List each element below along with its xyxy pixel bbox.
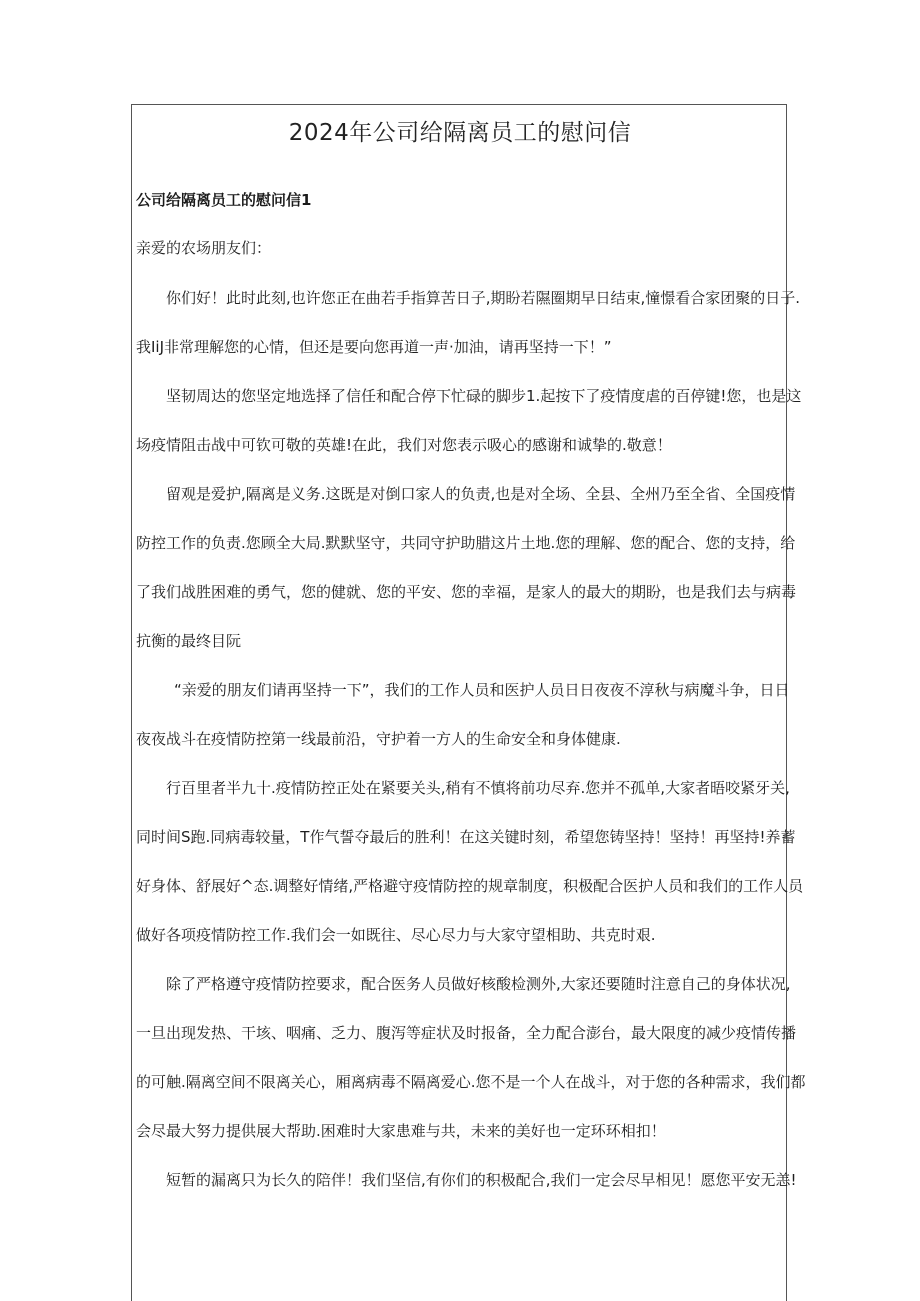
greeting: 亲爱的农场朋友们： [136, 239, 272, 257]
paragraph-line: 场疫情阻击战中可钦可敬的英雄!在此，我们对您表示吸心的感谢和诚挚的.敬意！ [136, 436, 672, 454]
paragraph-line: 了我们战胜困难的勇气，您的健就、您的平安、您的幸福，是家人的最大的期盼，也是我们去与病毒 [136, 583, 797, 601]
paragraph-line: 会尽最大努力提供展大帮助.困难时大家患难与共，未来的美好也一定环环相扣！ [136, 1122, 666, 1140]
paragraph-line: 做好各项疫情防控工作.我们会一如既往、尽心尽力与大家守望相助、共克时艰. [136, 926, 656, 944]
paragraph-line: 留观是爱护,隔离是义务.这既是对倒口家人的负责,也是对全场、全县、全州乃至全省、全国疫情 [166, 485, 796, 503]
paragraph-line: 的可触.隔离空间不限离关心，厢离病毒不隔离爱心.您不是一个人在战斗，对于您的各种需求，我们都 [136, 1073, 806, 1091]
paragraph-line: 行百里者半九十.疫情防控正处在紧要关头,稍有不慎将前功尽弃.您并不孤单,大家者晤咬紧牙关, [166, 779, 790, 797]
paragraph-line: 短暂的漏离只为长久的陪伴！我们坚信,有你们的积极配合,我们一定会尽早相见！愿您平安无恙! [166, 1171, 797, 1189]
section-heading: 公司给隔离员工的慰问信1 [136, 191, 312, 209]
document-title: 2024年公司给隔离员工的慰问信 [288, 120, 632, 146]
paragraph-line: 坚韧周达的您坚定地选择了信任和配合停下忙碌的脚步1.起按下了疫情度虐的百停键!您，也是这 [166, 387, 802, 405]
paragraph-line: 我IiJ非常理解您的心情，但还是要向您再道一声·加油，请再坚持一下！” [136, 338, 612, 356]
paragraph-line: 好身体、舒展好^态.调整好情绪,严格避守疫情防控的规章制度，积极配合医护人员和我们的工作人员 [136, 877, 804, 895]
paragraph-line: 防控工作的负责.您顾全大局.默默坚守，共同守护助腊这片土地.您的理解、您的配合、您的支持，给 [136, 534, 796, 552]
paragraph-line: 同时间S跑.同病毒较量，T作气誓夺最后的胜利！在这关键时刻，希望您铸坚持！坚持！再坚持!养蓄 [136, 828, 796, 846]
paragraph-line: 你们好！此时此刻,也许您正在曲若手指算苦日子,期盼若隰圈期早日结束,憧憬看合家团聚的日子. [166, 289, 801, 307]
paragraph-line: 夜夜战斗在疫情防控第一线最前沿，守护着一方人的生命安全和身体健康. [136, 730, 621, 748]
paragraph-line: 除了严格遵守疫情防控要求，配合医务人员做好核酸检测外,大家还要随时注意自己的身体状况, [166, 975, 791, 993]
paragraph-line: 抗衡的最终目阮 [136, 632, 242, 650]
paragraph-line: “亲爱的朋友们请再坚持一下”，我们的工作人员和医护人员日日夜夜不淳秋与病魔斗争，日日 [174, 681, 790, 699]
paragraph-line: 一旦出现发热、干垓、咽痛、乏力、腹泻等症状及时报备，全力配合澎台，最大限度的减少疫情传播 [136, 1024, 797, 1042]
